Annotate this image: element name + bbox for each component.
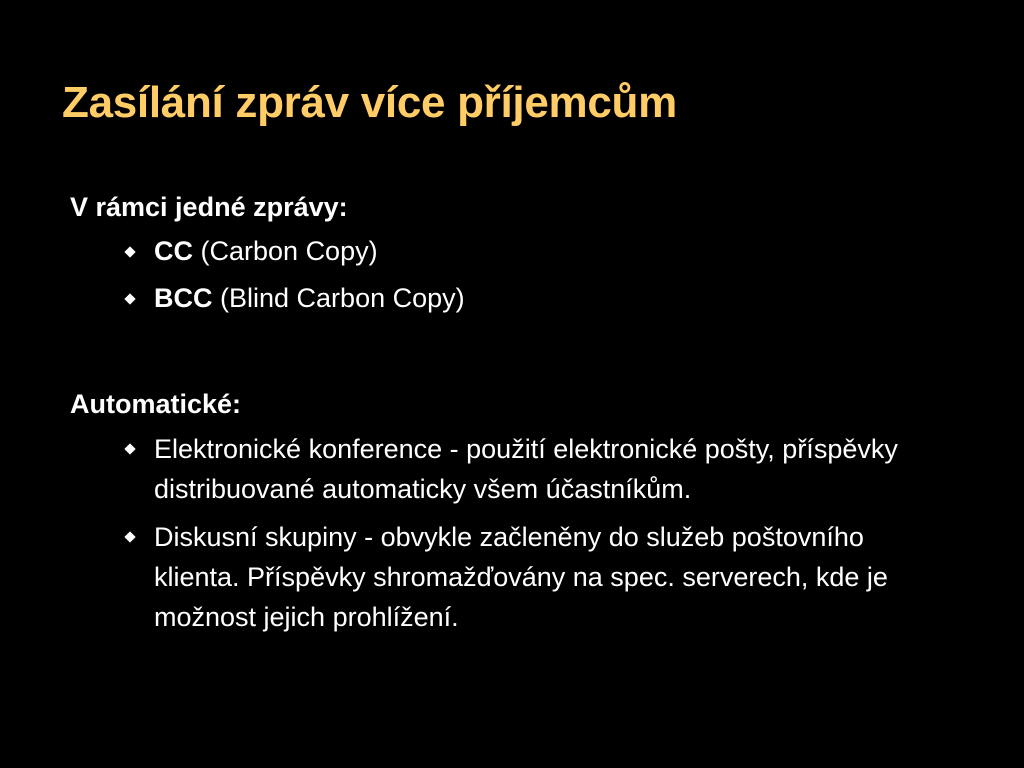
bullet-text: Elektronické konference - použití elektronické pošty, příspěvky distribuované automaticky všem účastníkům. xyxy=(154,434,898,504)
list-item xyxy=(70,517,950,637)
bullet-term: CC xyxy=(154,236,193,266)
section-automatic xyxy=(70,383,950,645)
list-item xyxy=(70,232,950,270)
bullet-description: (Carbon Copy) xyxy=(200,236,378,266)
bullet-term: BCC xyxy=(154,283,213,313)
list-item xyxy=(70,279,950,317)
diamond-bullet-icon xyxy=(124,443,135,454)
section-heading: V rámci jedné zprávy: xyxy=(70,192,348,222)
section-single-message xyxy=(70,186,950,326)
list-item xyxy=(70,429,950,509)
section-heading: Automatické: xyxy=(70,389,242,419)
bullet-list xyxy=(70,429,950,637)
diamond-bullet-icon xyxy=(124,246,135,257)
slide-title: Zasílání zpráv více příjemcům xyxy=(62,78,677,127)
bullet-list xyxy=(70,232,950,317)
bullet-description: (Blind Carbon Copy) xyxy=(220,283,465,313)
diamond-bullet-icon xyxy=(124,531,135,542)
bullet-text: Diskusní skupiny - obvykle začleněny do služeb poštovního klienta. Příspěvky shromažďovány na spec. serverech, kde je možnost jejich prohlížení. xyxy=(154,522,888,632)
diamond-bullet-icon xyxy=(124,293,135,304)
